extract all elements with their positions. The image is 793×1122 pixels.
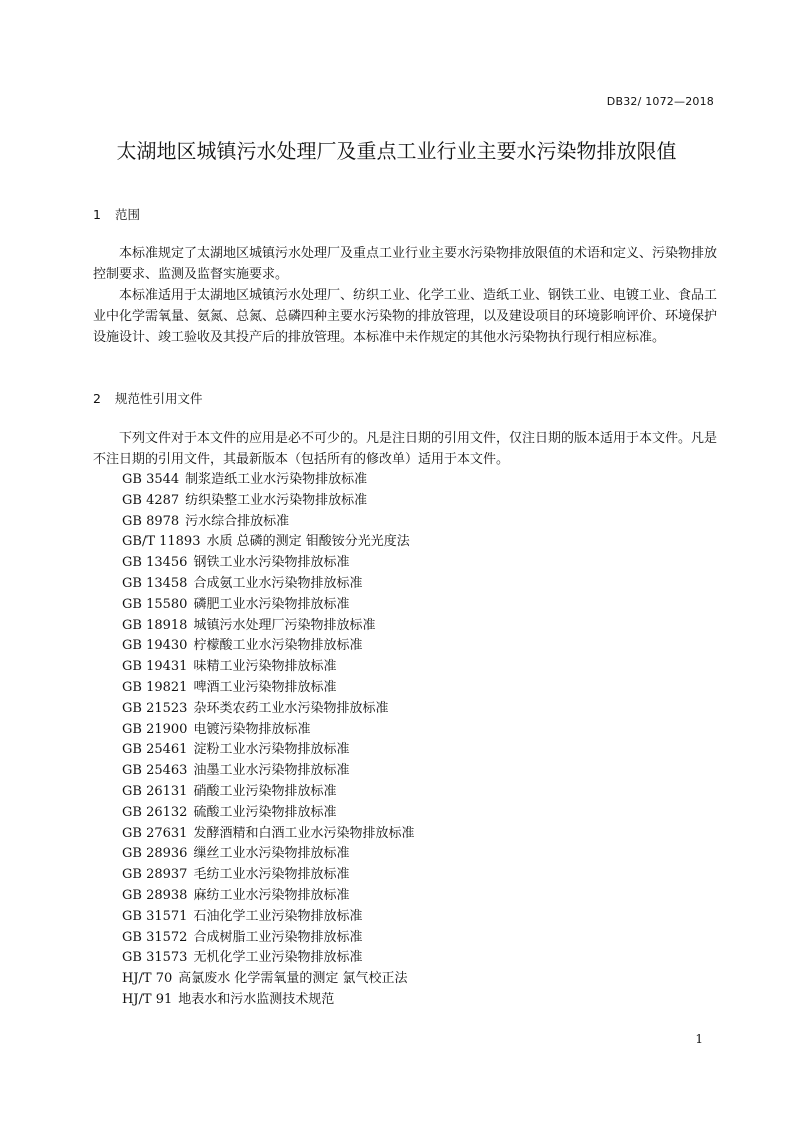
reference-title: 硫酸工业污染物排放标准	[193, 804, 337, 820]
reference-item	[122, 512, 414, 533]
reference-item	[122, 990, 414, 1011]
reference-code: GB 18918	[122, 617, 188, 633]
references-intro-paragraph: 下列文件对于本文件的应用是必不可少的。凡是注日期的引用文件，仅注日期的版本适用于本文件。凡是不注日期的引用文件，其最新版本（包括所有的修改单）适用于本文件。	[93, 431, 718, 467]
section-title: 规范性引用文件	[115, 391, 203, 406]
reference-title: 油墨工业水污染物排放标准	[193, 763, 350, 779]
reference-item	[122, 678, 414, 699]
reference-title: 石油化学工业污染物排放标准	[193, 908, 363, 924]
reference-item	[122, 720, 414, 741]
section-number: 2	[93, 391, 101, 406]
section-heading-normative-references	[93, 389, 203, 407]
reference-item	[122, 616, 414, 637]
reference-item	[122, 865, 414, 886]
reference-item	[122, 574, 414, 595]
reference-code: GB 31571	[122, 908, 188, 924]
reference-item	[122, 844, 414, 865]
reference-item	[122, 553, 414, 574]
reference-item	[122, 636, 414, 657]
reference-code: GB 3544	[122, 472, 180, 487]
reference-title: 磷肥工业水污染物排放标准	[193, 596, 350, 612]
reference-item	[122, 595, 414, 616]
reference-title: 地表水和污水监测技术规范	[178, 991, 335, 1007]
scope-paragraph-2: 本标准适用于太湖地区城镇污水处理厂、纺织工业、化学工业、造纸工业、钢铁工业、电镀工业、食品工业中化学需氧量、氨氮、总氮、总磷四种主要水污染物的排放管理，以及建设项目的环境影响评价、环境保护设施设计、竣工验收及其投产后的排放管理。本标准中未作规定的其他水污染物执行现行相应标准。	[93, 288, 718, 345]
document-title: 太湖地区城镇污水处理厂及重点工业行业主要水污染物排放限值	[116, 139, 677, 163]
reference-code: GB 26132	[122, 804, 188, 820]
reference-code: GB 25463	[122, 763, 188, 779]
reference-item	[122, 782, 414, 803]
reference-title: 啤酒工业污染物排放标准	[193, 679, 337, 695]
reference-list	[122, 470, 414, 1011]
reference-item	[122, 532, 414, 553]
reference-code: HJ/T 91	[122, 991, 173, 1007]
reference-title: 味精工业污染物排放标准	[193, 659, 337, 675]
reference-code: GB 28936	[122, 846, 188, 862]
reference-code: HJ/T 70	[122, 971, 173, 987]
reference-item	[122, 761, 414, 782]
reference-code: GB 28937	[122, 867, 188, 883]
reference-code: GB 26131	[122, 783, 188, 799]
reference-item	[122, 948, 414, 969]
reference-item	[122, 803, 414, 824]
reference-code: GB 27631	[122, 825, 188, 841]
reference-code: GB 21900	[122, 721, 188, 737]
reference-title: 水质 总磷的测定 钼酸铵分光光度法	[206, 534, 410, 550]
reference-item	[122, 886, 414, 907]
reference-code: GB 13458	[122, 575, 188, 591]
reference-title: 城镇污水处理厂污染物排放标准	[193, 617, 376, 633]
reference-title: 合成树脂工业污染物排放标准	[193, 929, 363, 945]
reference-title: 高氯废水 化学需氧量的测定 氯气校正法	[178, 971, 408, 987]
reference-title: 麻纺工业水污染物排放标准	[193, 887, 350, 903]
reference-code: GB 31572	[122, 929, 188, 945]
reference-code: GB 19430	[122, 638, 188, 654]
section-title: 范围	[115, 207, 141, 222]
reference-code: GB 19431	[122, 659, 188, 675]
reference-title: 钢铁工业水污染物排放标准	[193, 555, 350, 571]
reference-item	[122, 657, 414, 678]
reference-title: 毛纺工业水污染物排放标准	[193, 867, 350, 883]
reference-title: 无机化学工业污染物排放标准	[193, 950, 363, 966]
reference-code: GB 8978	[122, 513, 180, 529]
reference-code: GB 13456	[122, 555, 188, 571]
reference-code: GB 25461	[122, 742, 188, 758]
reference-title: 发酵酒精和白酒工业水污染物排放标准	[193, 825, 415, 841]
reference-item	[122, 491, 414, 512]
reference-item	[122, 969, 414, 990]
reference-title: 杂环类农药工业水污染物排放标准	[193, 700, 389, 716]
reference-code: GB 21523	[122, 700, 188, 716]
reference-item	[122, 907, 414, 928]
reference-code: GB 15580	[122, 596, 188, 612]
reference-code: GB 4287	[122, 492, 180, 508]
reference-title: 污水综合排放标准	[185, 513, 290, 529]
reference-code: GB/T 11893	[122, 534, 201, 550]
reference-item	[122, 824, 414, 845]
page-number: 1	[695, 1032, 703, 1046]
section-number: 1	[93, 207, 101, 222]
reference-title: 缫丝工业水污染物排放标准	[193, 846, 350, 862]
reference-title: 柠檬酸工业水污染物排放标准	[193, 638, 363, 654]
reference-title: 电镀污染物排放标准	[193, 721, 311, 737]
reference-title: 制浆造纸工业水污染物排放标准	[185, 472, 368, 487]
reference-code: GB 31573	[122, 950, 188, 966]
reference-item	[122, 470, 414, 491]
reference-code: GB 19821	[122, 679, 188, 695]
reference-title: 硝酸工业污染物排放标准	[193, 783, 337, 799]
reference-title: 淀粉工业水污染物排放标准	[193, 742, 350, 758]
reference-item	[122, 699, 414, 720]
reference-title: 合成氨工业水污染物排放标准	[193, 575, 363, 591]
reference-item	[122, 928, 414, 949]
standard-code: DB32/ 1072—2018	[606, 95, 714, 108]
reference-title: 纺织染整工业水污染物排放标准	[185, 492, 368, 508]
reference-code: GB 28938	[122, 887, 188, 903]
reference-item	[122, 740, 414, 761]
scope-paragraph-1: 本标准规定了太湖地区城镇污水处理厂及重点工业行业主要水污染物排放限值的术语和定义、污染物排放控制要求、监测及监督实施要求。	[93, 246, 718, 282]
section-heading-scope	[93, 205, 140, 223]
